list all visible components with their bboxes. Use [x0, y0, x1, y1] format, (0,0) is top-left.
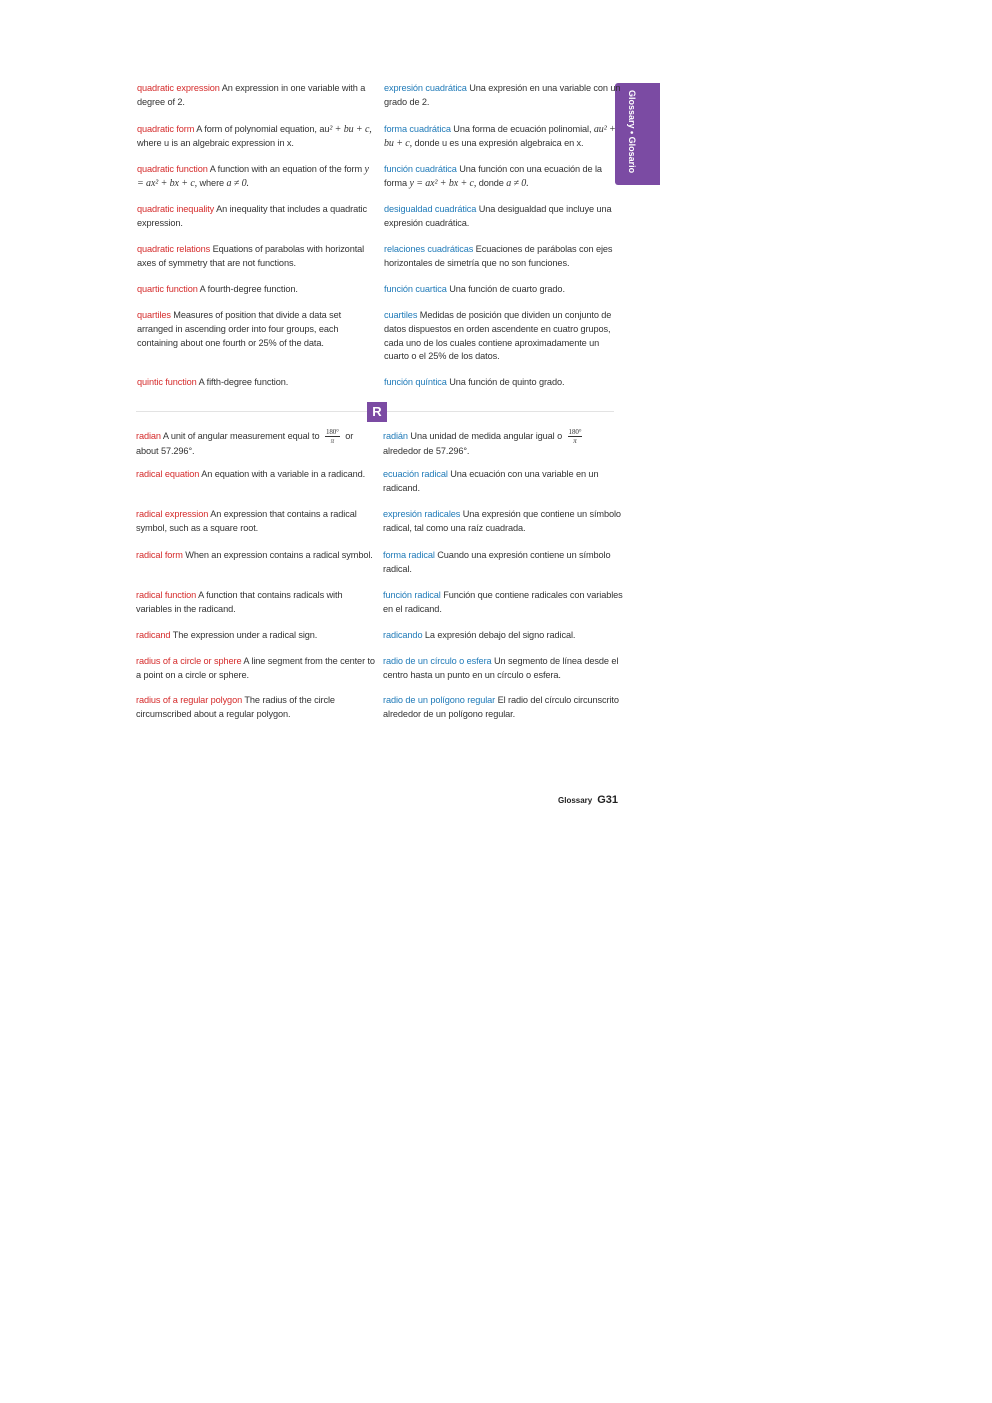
glossary-entry-en	[136, 428, 376, 459]
glossary-term: cuartiles	[384, 310, 418, 320]
glossary-entry-en	[137, 163, 377, 191]
glossary-entry-es	[384, 123, 624, 151]
glossary-entry-es	[383, 468, 623, 496]
glossary-definition: El radio del círculo circunscrito alrededor de un polígono regular.	[383, 695, 619, 719]
glossary-definition: Ecuaciones de parábolas con ejes horizontales de simetría que no son funciones.	[384, 244, 613, 268]
glossary-term: expresión cuadrática	[384, 83, 467, 93]
glossary-definition: Measures of position that divide a data set arranged in ascending order into four groups, each containing about one fourth or 25% of the data.	[137, 310, 342, 348]
glossary-definition: An expression in one variable with a degree of 2.	[137, 83, 366, 107]
fraction-numerator: 180°	[325, 428, 339, 436]
glossary-definition: A line segment from the center to a point on a circle or sphere.	[136, 656, 375, 680]
glossary-term: quartic function	[137, 284, 198, 294]
fraction-denominator: π	[330, 437, 335, 445]
glossary-term: radio de un polígono regular	[383, 695, 496, 705]
glossary-term: radicand	[136, 630, 171, 640]
glossary-term: radio de un círculo o esfera	[383, 656, 492, 666]
glossary-term: radius of a circle or sphere	[136, 656, 242, 666]
glossary-term: radical expression	[136, 509, 209, 519]
glossary-definition: A unit of angular measurement equal to	[162, 430, 320, 441]
glossary-entry-es	[383, 428, 623, 459]
glossary-definition-continued: where u is an algebraic expression in x.	[137, 137, 294, 148]
glossary-term: ecuación radical	[383, 469, 448, 479]
glossary-definition: Una función con una ecuación de la forma	[384, 164, 602, 188]
glossary-entry-en	[137, 376, 377, 390]
fraction-denominator: π	[573, 437, 577, 445]
glossary-entry-es	[383, 589, 623, 617]
glossary-entry-es	[384, 82, 624, 110]
glossary-entry-en	[137, 309, 377, 350]
glossary-entry-en	[137, 203, 377, 231]
glossary-entry-es	[383, 655, 623, 683]
glossary-definition: An expression that contains a radical symbol, such as a square root.	[136, 509, 357, 533]
glossary-entry-es	[384, 376, 624, 390]
glossary-entry-es	[384, 163, 624, 191]
fraction-numerator: 180°	[568, 428, 582, 436]
glossary-math: au² + bu + c,	[384, 124, 616, 149]
glossary-term: quadratic relations	[137, 244, 211, 254]
glossary-definition: Equations of parabolas with horizontal axes of symmetry that are not functions.	[137, 244, 365, 268]
glossary-term: radius of a regular polygon	[136, 695, 243, 705]
glossary-entry-en	[136, 694, 376, 722]
glossary-term: radical form	[136, 550, 183, 560]
glossary-term: función cuartica	[384, 284, 447, 294]
glossary-entry-en	[136, 655, 376, 683]
glossary-side-tab-label: Glossary • Glosario	[627, 90, 637, 174]
glossary-definition-continued: donde u es una expresión algebraica en x.	[414, 137, 584, 148]
section-letter-badge: R	[367, 402, 387, 422]
glossary-definition: A function that contains radicals with variables in the radicand.	[136, 590, 343, 614]
glossary-definition: Una función de cuarto grado.	[449, 284, 565, 294]
glossary-definition: Una desigualdad que incluye una expresión cuadrática.	[384, 204, 612, 228]
glossary-definition: The expression under a radical sign.	[172, 630, 318, 640]
glossary-math: ² + bu + c,	[329, 124, 372, 135]
glossary-entry-en	[136, 468, 376, 482]
glossary-term: radian	[136, 430, 161, 441]
glossary-definition: Un segmento de línea desde el centro hasta un punto en un círculo o esfera.	[383, 656, 619, 680]
glossary-entry-en	[136, 629, 376, 643]
glossary-term: quadratic function	[137, 164, 208, 174]
glossary-term: radicando	[383, 630, 423, 640]
glossary-entry-es	[384, 243, 624, 271]
glossary-entry-es	[384, 203, 624, 231]
glossary-term: quadratic expression	[137, 83, 220, 93]
glossary-term: quintic function	[137, 377, 197, 387]
glossary-term: desigualdad cuadrática	[384, 204, 477, 214]
glossary-definition: A form of polynomial equation, au	[196, 124, 330, 134]
glossary-math: a ≠ 0.	[226, 177, 249, 189]
glossary-term: quartiles	[137, 310, 171, 320]
glossary-entry-es	[383, 508, 623, 536]
page-number: G31	[597, 794, 619, 806]
glossary-math: a ≠ 0.	[506, 177, 529, 189]
glossary-definition: La expresión debajo del signo radical.	[424, 630, 576, 640]
glossary-term: forma radical	[383, 550, 435, 560]
glossary-definition: Función que contiene radicales con variables en el radicand.	[383, 590, 623, 614]
glossary-term: expresión radicales	[383, 509, 461, 519]
glossary-entry-en	[137, 123, 377, 151]
glossary-term: función cuadrática	[384, 164, 457, 174]
glossary-definition: When an expression contains a radical symbol.	[185, 550, 373, 560]
glossary-definition: A function with an equation of the form	[209, 164, 363, 174]
glossary-term: radián	[383, 430, 408, 441]
page-footer	[558, 794, 618, 806]
glossary-term: quadratic form	[137, 124, 195, 134]
glossary-definition: A fourth-degree function.	[199, 284, 298, 294]
glossary-math: y = ax² + bx + c,	[137, 164, 369, 189]
glossary-term: radical function	[136, 590, 197, 600]
glossary-entry-en	[137, 283, 377, 297]
glossary-entry-en	[137, 82, 377, 110]
glossary-term: relaciones cuadráticas	[384, 244, 474, 254]
glossary-math: y = ax² + bx + c,	[409, 177, 477, 189]
glossary-definition: Una expresión en una variable con un grado de 2.	[384, 83, 621, 107]
glossary-entry-en	[136, 549, 376, 563]
glossary-entry-en	[137, 243, 377, 271]
glossary-entry-en	[136, 589, 376, 617]
glossary-entry-es	[384, 283, 624, 297]
glossary-definition: Una ecuación con una variable en un radicand.	[383, 469, 599, 493]
glossary-entry-en	[136, 508, 376, 536]
glossary-definition: A fifth-degree function.	[198, 377, 289, 387]
glossary-term: quadratic inequality	[137, 204, 215, 214]
fraction-180-over-pi	[325, 428, 340, 445]
glossary-term: forma cuadrática	[384, 124, 451, 134]
glossary-term: radical equation	[136, 469, 200, 479]
glossary-entry-es	[384, 309, 624, 364]
glossary-definition-continued: alrededor de 57.296°.	[383, 446, 470, 456]
glossary-term: función quíntica	[384, 377, 447, 387]
glossary-entry-es	[383, 549, 623, 577]
glossary-definition-continued: where	[199, 177, 225, 188]
glossary-definition: An inequality that includes a quadratic expression.	[137, 204, 367, 228]
fraction-180-over-pi	[568, 428, 583, 445]
footer-label: Glossary	[558, 796, 593, 805]
glossary-definition: Una unidad de medida angular igual o	[410, 430, 563, 441]
glossary-definition: The radius of the circle circumscribed about a regular polygon.	[136, 695, 335, 719]
glossary-term: función radical	[383, 590, 441, 600]
glossary-definition: Medidas de posición que dividen un conjunto de datos dispuestos en orden ascendente en cuatro grupos, cada uno de los cuales contiene aproximadamente un cuarto o el 25% de los datos.	[384, 310, 612, 362]
glossary-definition: Una expresión que contiene un símbolo radical, tal como una raíz cuadrada.	[383, 509, 621, 533]
glossary-entry-es	[383, 694, 623, 722]
glossary-definition: Una función de quinto grado.	[449, 377, 565, 387]
glossary-definition-continued: donde	[478, 177, 504, 188]
glossary-definition-continued: or about 57.296°.	[136, 430, 354, 456]
glossary-definition: Una forma de ecuación polinomial,	[453, 124, 592, 134]
glossary-definition: Cuando una expresión contiene un símbolo radical.	[383, 550, 611, 574]
glossary-entry-es	[383, 629, 623, 643]
glossary-definition: An equation with a variable in a radicand.	[201, 469, 366, 479]
